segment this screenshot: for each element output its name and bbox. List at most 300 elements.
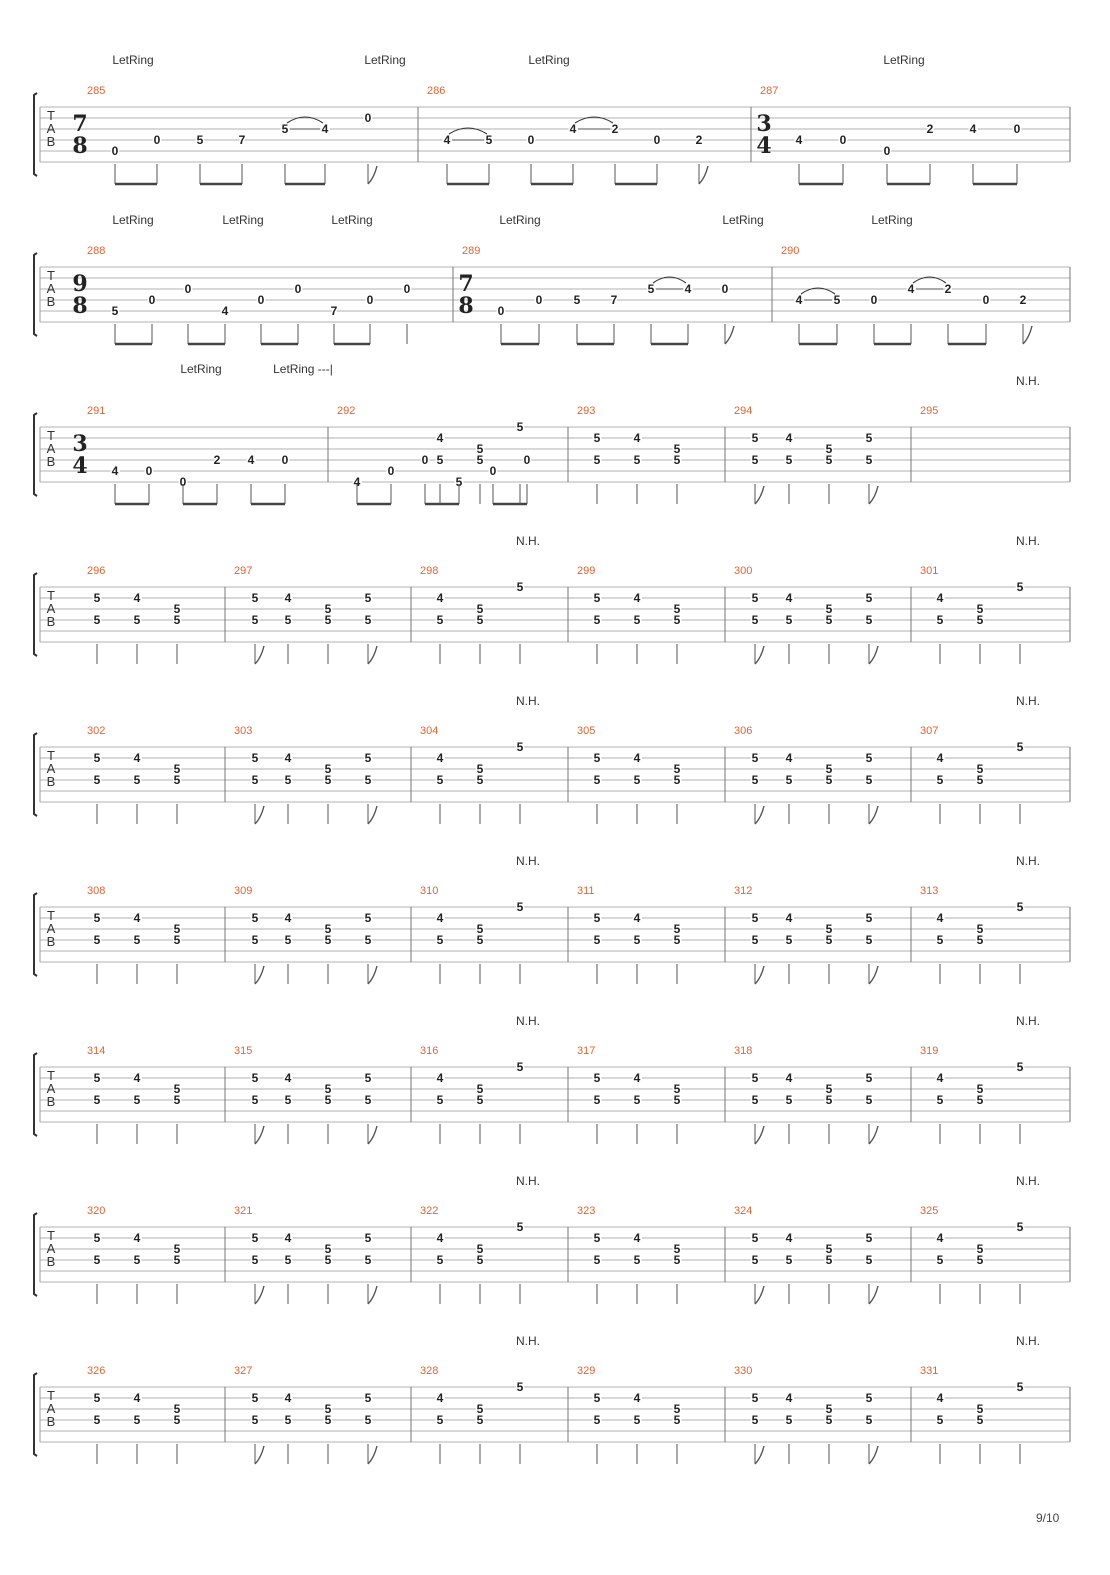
natural-harmonic-label: N.H. (1016, 854, 1040, 868)
fret-number: 5 (633, 1093, 641, 1107)
fret-number: 5 (251, 933, 259, 947)
measure-number: 319 (920, 1045, 939, 1057)
fret-number: 0 (148, 293, 156, 307)
fret-number: 4 (284, 1231, 292, 1245)
fret-number: 5 (751, 1071, 759, 1085)
fret-number: 5 (825, 773, 833, 787)
fret-number: 5 (476, 453, 484, 467)
fret-number: 5 (196, 133, 204, 147)
fret-number: 5 (936, 1253, 944, 1267)
natural-harmonic-label: N.H. (1016, 534, 1040, 548)
fret-number: 5 (476, 1082, 484, 1096)
fret-number: 5 (976, 613, 984, 627)
measure-number: 294 (734, 405, 753, 417)
fret-number: 4 (633, 591, 641, 605)
fret-number: 4 (133, 1071, 141, 1085)
fret-number: 4 (936, 751, 944, 765)
fret-number: 5 (865, 1093, 873, 1107)
tab-clef-letter: T (47, 1388, 55, 1403)
fret-number: 0 (153, 133, 161, 147)
natural-harmonic-label: N.H. (516, 1014, 540, 1028)
page-number: 9/10 (1036, 1511, 1060, 1525)
fret-number: 5 (1016, 900, 1024, 914)
fret-number: 0 (364, 111, 372, 125)
fret-number: 5 (133, 773, 141, 787)
measure-number: 301 (920, 565, 939, 577)
fret-number: 4 (133, 1231, 141, 1245)
fret-number: 5 (436, 613, 444, 627)
fret-number: 5 (825, 1242, 833, 1256)
fret-number: 5 (324, 933, 332, 947)
fret-number: 5 (476, 1242, 484, 1256)
fret-number: 5 (976, 1242, 984, 1256)
fret-number: 4 (321, 122, 329, 136)
fret-number: 5 (633, 453, 641, 467)
fret-number: 5 (111, 304, 119, 318)
note-flag (755, 646, 764, 664)
measure-number: 299 (577, 565, 596, 577)
note-flag (869, 646, 878, 664)
system-bracket (34, 1213, 37, 1296)
fret-number: 5 (673, 613, 681, 627)
let-ring-label: LetRing (871, 213, 913, 227)
fret-number: 5 (476, 602, 484, 616)
fret-number: 5 (593, 933, 601, 947)
fret-number: 5 (173, 762, 181, 776)
fret-number: 5 (833, 293, 841, 307)
fret-number: 0 (111, 144, 119, 158)
fret-number: 5 (324, 1413, 332, 1427)
fret-number: 5 (593, 613, 601, 627)
fret-number: 5 (593, 1071, 601, 1085)
fret-number: 5 (865, 911, 873, 925)
fret-number: 5 (516, 420, 524, 434)
fret-number: 5 (785, 1413, 793, 1427)
fret-number: 5 (251, 911, 259, 925)
fret-number: 5 (825, 1413, 833, 1427)
fret-number: 4 (936, 1231, 944, 1245)
fret-number: 0 (653, 133, 661, 147)
fret-number: 5 (364, 591, 372, 605)
fret-number: 4 (633, 1391, 641, 1405)
measure-number: 300 (734, 565, 753, 577)
measure-number: 325 (920, 1205, 939, 1217)
fret-number: 5 (825, 442, 833, 456)
fret-number: 5 (476, 922, 484, 936)
note-flag (368, 966, 377, 984)
fret-number: 4 (133, 591, 141, 605)
fret-number: 0 (387, 464, 395, 478)
time-signature-bottom: 4 (756, 133, 772, 159)
tab-clef-letter: A (46, 441, 56, 456)
measure-number: 327 (234, 1365, 253, 1377)
fret-number: 5 (133, 1413, 141, 1427)
fret-number: 4 (436, 431, 444, 445)
fret-number: 4 (907, 282, 915, 296)
fret-number: 5 (865, 1413, 873, 1427)
fret-number: 5 (364, 751, 372, 765)
fret-number: 5 (476, 762, 484, 776)
fret-number: 5 (516, 740, 524, 754)
system-bracket (34, 893, 37, 976)
fret-number: 5 (976, 1253, 984, 1267)
let-ring-label: LetRing (883, 53, 925, 67)
fret-number: 5 (976, 922, 984, 936)
note-flag (699, 166, 708, 184)
measure-number: 304 (420, 725, 439, 737)
fret-number: 5 (751, 591, 759, 605)
fret-number: 5 (751, 1231, 759, 1245)
fret-number: 5 (865, 1231, 873, 1245)
fret-number: 5 (825, 602, 833, 616)
measure-number: 310 (420, 885, 439, 897)
fret-number: 5 (593, 1253, 601, 1267)
note-flag (255, 806, 264, 824)
fret-number: 5 (865, 613, 873, 627)
measure-number: 296 (87, 565, 106, 577)
note-flag (255, 1286, 264, 1304)
fret-number: 5 (936, 1413, 944, 1427)
fret-number: 5 (976, 1082, 984, 1096)
fret-number: 5 (865, 751, 873, 765)
tab-clef-letter: A (46, 1401, 56, 1416)
note-flag (255, 1446, 264, 1464)
fret-number: 5 (673, 1242, 681, 1256)
fret-number: 5 (593, 591, 601, 605)
fret-number: 4 (284, 751, 292, 765)
fret-number: 5 (133, 1093, 141, 1107)
measure-number: 321 (234, 1205, 253, 1217)
fret-number: 4 (684, 282, 692, 296)
fret-number: 5 (436, 453, 444, 467)
fret-number: 5 (324, 1082, 332, 1096)
fret-number: 5 (364, 1071, 372, 1085)
measure-number: 295 (920, 405, 939, 417)
fret-number: 5 (785, 1093, 793, 1107)
fret-number: 5 (284, 933, 292, 947)
fret-number: 4 (284, 1391, 292, 1405)
fret-number: 5 (364, 773, 372, 787)
fret-number: 5 (251, 751, 259, 765)
fret-number: 5 (516, 1220, 524, 1234)
fret-number: 4 (284, 591, 292, 605)
note-flag (368, 166, 377, 184)
fret-number: 0 (527, 133, 535, 147)
measure-number: 289 (462, 245, 481, 257)
fret-number: 5 (593, 751, 601, 765)
fret-number: 5 (976, 1093, 984, 1107)
measure-number: 287 (760, 85, 779, 97)
measure-number: 305 (577, 725, 596, 737)
fret-number: 5 (476, 442, 484, 456)
natural-harmonic-label: N.H. (1016, 1174, 1040, 1188)
measure-number: 330 (734, 1365, 753, 1377)
fret-number: 5 (93, 613, 101, 627)
fret-number: 5 (476, 613, 484, 627)
fret-number: 5 (825, 762, 833, 776)
fret-number: 7 (238, 133, 246, 147)
fret-number: 0 (184, 282, 192, 296)
fret-number: 5 (865, 933, 873, 947)
fret-number: 4 (936, 911, 944, 925)
measure-number: 322 (420, 1205, 439, 1217)
measure-number: 315 (234, 1045, 253, 1057)
fret-number: 5 (1016, 740, 1024, 754)
fret-number: 5 (825, 613, 833, 627)
fret-number: 5 (865, 1391, 873, 1405)
fret-number: 5 (593, 911, 601, 925)
measure-number: 312 (734, 885, 753, 897)
fret-number: 5 (173, 773, 181, 787)
fret-number: 5 (976, 773, 984, 787)
fret-number: 5 (825, 1402, 833, 1416)
measure-number: 316 (420, 1045, 439, 1057)
fret-number: 5 (593, 1231, 601, 1245)
tab-clef-letter: B (46, 134, 56, 149)
natural-harmonic-label: N.H. (1016, 1334, 1040, 1348)
fret-number: 5 (976, 1402, 984, 1416)
fret-number: 5 (93, 1093, 101, 1107)
fret-number: 5 (173, 1413, 181, 1427)
fret-number: 5 (251, 1231, 259, 1245)
fret-number: 4 (633, 1231, 641, 1245)
note-flag (869, 486, 878, 504)
note-flag (755, 806, 764, 824)
note-flag (368, 646, 377, 664)
fret-number: 0 (523, 453, 531, 467)
fret-number: 0 (294, 282, 302, 296)
fret-number: 4 (436, 591, 444, 605)
note-flag (755, 486, 764, 504)
tab-clef-letter: T (47, 1228, 55, 1243)
fret-number: 5 (593, 1391, 601, 1405)
fret-number: 5 (751, 751, 759, 765)
measure-number: 308 (87, 885, 106, 897)
fret-number: 5 (785, 613, 793, 627)
fret-number: 4 (936, 1391, 944, 1405)
note-flag (755, 1126, 764, 1144)
fret-number: 5 (324, 602, 332, 616)
fret-number: 4 (284, 911, 292, 925)
measure-number: 329 (577, 1365, 596, 1377)
note-flag (255, 646, 264, 664)
measure-number: 317 (577, 1045, 596, 1057)
measure-number: 314 (87, 1045, 106, 1057)
tab-clef-letter: B (46, 454, 56, 469)
fret-number: 5 (364, 933, 372, 947)
fret-number: 5 (251, 1253, 259, 1267)
fret-number: 5 (633, 1253, 641, 1267)
measure-number: 297 (234, 565, 253, 577)
fret-number: 4 (221, 304, 229, 318)
time-signature-top: 7 (458, 271, 474, 297)
fret-number: 5 (825, 1253, 833, 1267)
measure-number: 288 (87, 245, 106, 257)
fret-number: 5 (865, 591, 873, 605)
time-signature-bottom: 8 (72, 293, 88, 319)
fret-number: 5 (364, 1253, 372, 1267)
measure-number: 311 (577, 885, 595, 897)
fret-number: 5 (593, 453, 601, 467)
fret-number: 5 (173, 613, 181, 627)
fret-number: 4 (436, 1071, 444, 1085)
fret-number: 5 (93, 1413, 101, 1427)
fret-number: 5 (865, 773, 873, 787)
fret-number: 5 (173, 1253, 181, 1267)
fret-number: 5 (476, 1413, 484, 1427)
time-signature-bottom: 4 (72, 453, 88, 479)
fret-number: 0 (839, 133, 847, 147)
fret-number: 5 (476, 1093, 484, 1107)
fret-number: 0 (721, 282, 729, 296)
fret-number: 5 (324, 1093, 332, 1107)
fret-number: 5 (93, 1391, 101, 1405)
fret-number: 5 (785, 773, 793, 787)
fret-number: 5 (436, 1413, 444, 1427)
measure-number: 313 (920, 885, 939, 897)
fret-number: 5 (573, 293, 581, 307)
system-bracket (34, 253, 37, 336)
fret-number: 5 (516, 580, 524, 594)
note-flag (255, 1126, 264, 1144)
fret-number: 5 (751, 933, 759, 947)
fret-number: 5 (133, 1253, 141, 1267)
fret-number: 5 (673, 762, 681, 776)
fret-number: 0 (489, 464, 497, 478)
fret-number: 5 (364, 1413, 372, 1427)
fret-number: 7 (610, 293, 618, 307)
fret-number: 5 (593, 1093, 601, 1107)
fret-number: 4 (443, 133, 451, 147)
fret-number: 4 (785, 1071, 793, 1085)
tab-clef-letter: T (47, 428, 55, 443)
fret-number: 5 (173, 922, 181, 936)
fret-number: 5 (251, 1391, 259, 1405)
natural-harmonic-label: N.H. (516, 854, 540, 868)
fret-number: 5 (436, 1253, 444, 1267)
measure-number: 286 (427, 85, 446, 97)
fret-number: 5 (593, 431, 601, 445)
time-signature-bottom: 8 (72, 133, 88, 159)
time-signature-bottom: 8 (458, 293, 474, 319)
fret-number: 5 (476, 773, 484, 787)
note-flag (368, 1286, 377, 1304)
natural-harmonic-label: N.H. (1016, 1014, 1040, 1028)
fret-number: 0 (257, 293, 265, 307)
fret-number: 5 (673, 922, 681, 936)
fret-number: 5 (364, 613, 372, 627)
fret-number: 5 (751, 1093, 759, 1107)
note-flag (869, 966, 878, 984)
time-signature-top: 3 (72, 431, 88, 457)
fret-number: 5 (436, 933, 444, 947)
let-ring-label: LetRing (222, 213, 264, 227)
fret-number: 0 (883, 144, 891, 158)
fret-number: 5 (455, 475, 463, 489)
natural-harmonic-label: N.H. (516, 694, 540, 708)
fret-number: 5 (593, 1413, 601, 1427)
fret-number: 5 (485, 133, 493, 147)
fret-number: 5 (673, 453, 681, 467)
system-bracket (34, 1053, 37, 1136)
fret-number: 4 (436, 1231, 444, 1245)
fret-number: 5 (751, 1391, 759, 1405)
fret-number: 5 (751, 1253, 759, 1267)
tab-clef-letter: A (46, 1241, 56, 1256)
fret-number: 4 (353, 475, 361, 489)
measure-number: 331 (920, 1365, 939, 1377)
let-ring-label: LetRing (112, 53, 154, 67)
tab-clef-letter: B (46, 934, 56, 949)
measure-number: 293 (577, 405, 596, 417)
fret-number: 5 (93, 1071, 101, 1085)
fret-number: 5 (1016, 1380, 1024, 1394)
fret-number: 5 (251, 1093, 259, 1107)
note-flag (869, 1286, 878, 1304)
measure-number: 320 (87, 1205, 106, 1217)
fret-number: 4 (569, 122, 577, 136)
tab-clef-letter: A (46, 1081, 56, 1096)
fret-number: 5 (976, 933, 984, 947)
tab-clef-letter: T (47, 588, 55, 603)
fret-number: 5 (825, 1093, 833, 1107)
fret-number: 5 (936, 933, 944, 947)
measure-number: 303 (234, 725, 253, 737)
fret-number: 2 (213, 453, 221, 467)
system-bracket (34, 413, 37, 496)
let-ring-label: LetRing (722, 213, 764, 227)
fret-number: 2 (611, 122, 619, 136)
fret-number: 5 (825, 453, 833, 467)
fret-number: 5 (751, 431, 759, 445)
fret-number: 5 (825, 1082, 833, 1096)
let-ring-label: LetRing (499, 213, 541, 227)
fret-number: 5 (324, 1402, 332, 1416)
fret-number: 5 (633, 933, 641, 947)
note-flag (869, 1126, 878, 1144)
fret-number: 4 (795, 133, 803, 147)
fret-number: 5 (364, 911, 372, 925)
note-flag (368, 806, 377, 824)
time-signature-top: 7 (72, 111, 88, 137)
measure-number: 306 (734, 725, 753, 737)
fret-number: 4 (785, 751, 793, 765)
fret-number: 2 (926, 122, 934, 136)
fret-number: 5 (785, 1253, 793, 1267)
tab-clef-letter: B (46, 1094, 56, 1109)
fret-number: 5 (865, 431, 873, 445)
system-bracket (34, 93, 37, 176)
fret-number: 5 (751, 613, 759, 627)
note-flag (255, 966, 264, 984)
note-flag (755, 966, 764, 984)
tab-clef-letter: B (46, 294, 56, 309)
fret-number: 5 (324, 1242, 332, 1256)
natural-harmonic-label: N.H. (516, 534, 540, 548)
fret-number: 5 (633, 613, 641, 627)
fret-number: 5 (133, 613, 141, 627)
note-flag (1023, 326, 1032, 344)
fret-number: 5 (93, 773, 101, 787)
fret-number: 5 (251, 1413, 259, 1427)
fret-number: 5 (673, 1082, 681, 1096)
note-flag (755, 1286, 764, 1304)
fret-number: 5 (436, 1093, 444, 1107)
fret-number: 5 (173, 1402, 181, 1416)
fret-number: 5 (751, 911, 759, 925)
fret-number: 5 (633, 1413, 641, 1427)
fret-number: 5 (1016, 580, 1024, 594)
